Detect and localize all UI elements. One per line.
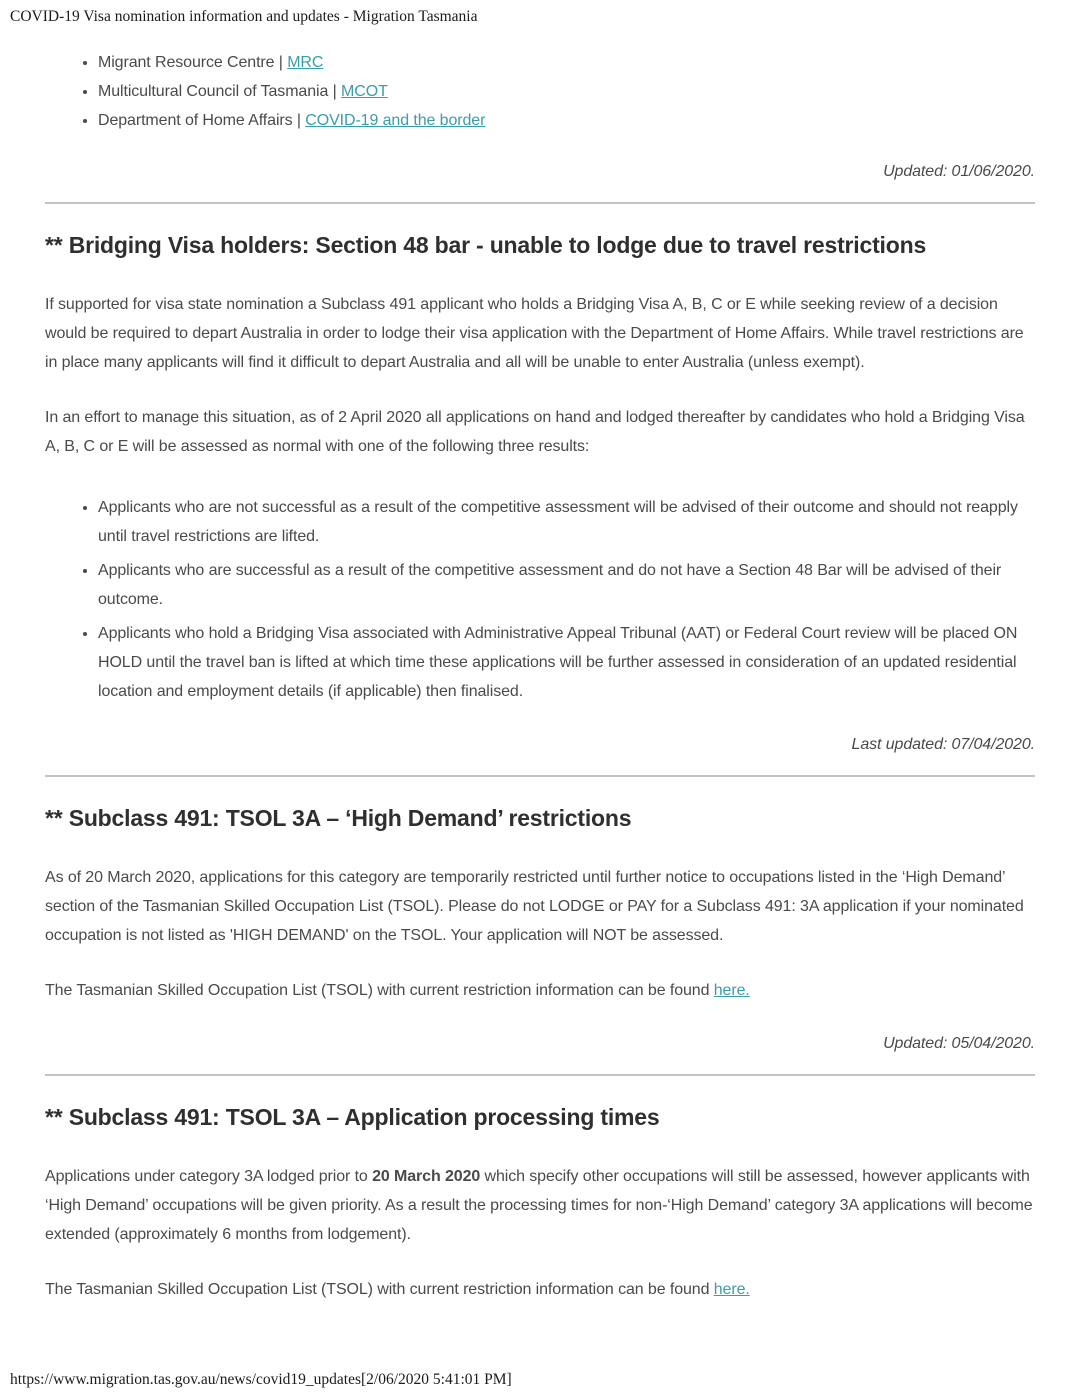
section-bridging-visa [45,230,1035,759]
updated-date: Updated: 05/04/2020. [883,1035,1035,1052]
paragraph [45,1162,1035,1249]
document-content [45,48,1035,1304]
updated-date: Last updated: 07/04/2020. [851,736,1035,753]
list-item: • Applicants who are not successful as a result of the competitive assessment will be advised of their outcome and should not reapply until travel restrictions are lifted. [98,493,1035,551]
section-heading: ** Bridging Visa holders: Section 48 bar - unable to lodge due to travel restrictions [45,232,927,258]
mcot-link[interactable]: MCOT [341,83,388,100]
list-item: • Applicants who are successful as a result of the competitive assessment and do not have a Section 48 Bar will be advised of their outcome. [98,556,1035,614]
tsol-here-link[interactable]: here. [713,982,750,999]
tsol-sentence: The Tasmanian Skilled Occupation List (TSOL) with current restriction information can be found [45,1281,714,1298]
tsol-here-link[interactable]: here. [713,1281,750,1298]
paragraph [45,1275,1035,1304]
section-heading: ** Subclass 491: TSOL 3A – Application processing times [45,1104,660,1130]
tsol-sentence: The Tasmanian Skilled Occupation List (TSOL) with current restriction information can be found [45,982,714,999]
paragraph: If supported for visa state nomination a Subclass 491 applicant who holds a Bridging Visa A, B, C or E while seeking review of a decision would be required to depart Australia in order to lodge their visa application with the Department of Home Affairs. While travel restrictions are in place many applicants will find it difficult to depart Australia and all will be unable to enter Australia (unless exempt). [45,296,1024,371]
bold-date: 20 March 2020 [372,1168,481,1185]
para-text: Applications under category 3A lodged prior to [45,1168,373,1185]
covid-border-link[interactable]: COVID-19 and the border [305,112,486,129]
section-heading: ** Subclass 491: TSOL 3A – ‘High Demand’ restrictions [45,805,632,831]
section-divider [45,775,1035,777]
list-item [98,77,1035,106]
paragraph: As of 20 March 2020, applications for this category are temporarily restricted until further notice to occupations listed in the ‘High Demand’ section of the Tasmanian Skilled Occupation List (TSOL). Please do not LODGE or PAY for a Subclass 491: 3A application if your nominated occupation is not listed as 'HIGH DEMAND' on the TSOL. Your application will NOT be assessed. [45,869,1024,944]
list-item [98,48,1035,77]
list-item: • Applicants who hold a Bridging Visa associated with Administrative Appeal Tribunal (AAT) or Federal Court review will be placed ON HOLD until the travel ban is lifted at which time these applications will be further assessed in consideration of an updated residential location and employment details (if applicable) then finalised. [98,619,1035,706]
assessment-results-list [45,493,1035,706]
mrc-link[interactable]: MRC [287,54,324,71]
section-high-demand [45,803,1035,1058]
para-text: which specify other occupations will still be assessed, however applicants with ‘High Demand’ occupations will be given priority. As a result the processing times for non-‘High Demand’ category 3A applications will become extended (approximately 6 months from lodgement). [45,1168,1033,1243]
paragraph: In an effort to manage this situation, as of 2 April 2020 all applications on hand and lodged thereafter by candidates who hold a Bridging Visa A, B, C or E will be assessed as normal with one of the following three results: [45,409,1025,455]
page-url-timestamp: https://www.migration.tas.gov.au/news/covid19_updates[2/06/2020 5:41:01 PM] [10,1371,512,1388]
updated-date: Updated: 01/06/2020. [883,163,1035,180]
paragraph [45,976,1035,1005]
section-divider [45,1074,1035,1076]
section-processing-times [45,1102,1035,1304]
resource-label: Migrant Resource Centre | [98,54,288,71]
resource-label: Multicultural Council of Tasmania | [98,83,342,100]
page-title: COVID-19 Visa nomination information and updates - Migration Tasmania [10,8,478,25]
section-divider [45,202,1035,204]
resource-links-list [45,48,1035,135]
list-item [98,106,1035,135]
resource-label: Department of Home Affairs | [98,112,306,129]
